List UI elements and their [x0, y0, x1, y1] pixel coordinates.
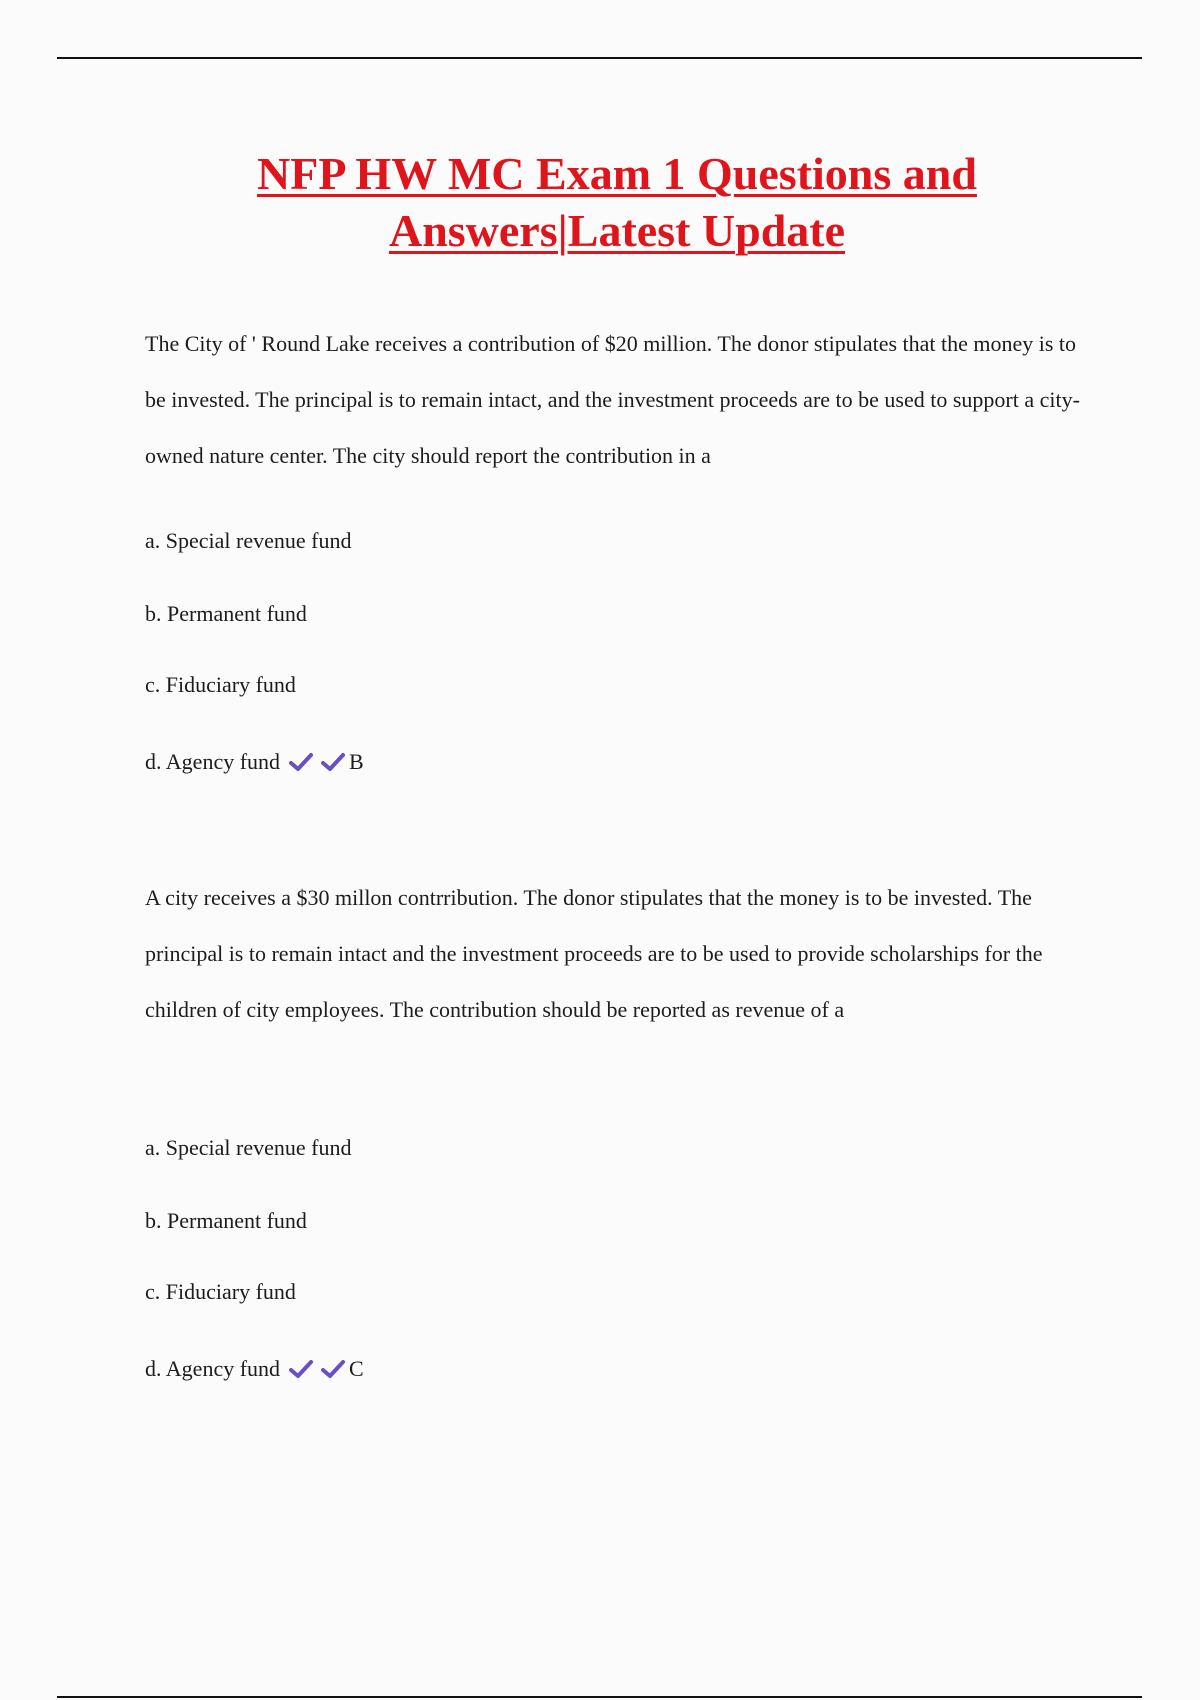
option-b — [145, 1207, 307, 1235]
option-d — [145, 748, 364, 776]
option-a — [145, 527, 351, 555]
top-rule — [57, 57, 1142, 59]
option-label: a. Special revenue fund — [145, 528, 352, 553]
check-icon — [320, 1358, 346, 1380]
check-icon — [320, 751, 346, 773]
option-b — [145, 600, 307, 628]
option-label: c. Fiduciary fund — [145, 1279, 296, 1304]
question-stem: The City of ' Round Lake receives a contribution of $20 million. The donor stipulates that the money is to be invested. The principal is to remain intact, and the investment proceeds are to be used to support a city-owned nature center. The city should report the contribution in a — [145, 331, 1080, 468]
title-line-1: NFP HW MC Exam 1 Questions and — [257, 148, 977, 199]
check-icon — [288, 1358, 314, 1380]
option-c — [145, 1278, 296, 1306]
option-label: c. Fiduciary fund — [145, 672, 296, 697]
option-label: b. Permanent fund — [145, 601, 307, 626]
option-c — [145, 671, 296, 699]
option-label: a. Special revenue fund — [145, 1135, 352, 1160]
option-label: d. Agency fund — [145, 1356, 281, 1381]
option-a — [145, 1134, 351, 1162]
check-icon — [288, 751, 314, 773]
option-d — [145, 1355, 364, 1383]
question-2 — [145, 884, 1085, 1038]
document-title — [0, 145, 1200, 259]
question-stem: A city receives a $30 millon contrribution. The donor stipulates that the money is to be invested. The principal is to remain intact and the investment proceeds are to be used to provide scholarships for the children of city employees. The contribution should be reported as revenue of a — [145, 885, 1043, 1022]
answer-letter: B — [349, 749, 364, 774]
question-1 — [145, 330, 1085, 484]
option-label: b. Permanent fund — [145, 1208, 307, 1233]
title-line-2: Answers|Latest Update — [388, 205, 846, 256]
bottom-rule — [57, 1696, 1142, 1698]
answer-letter: C — [349, 1356, 364, 1381]
option-label: d. Agency fund — [145, 749, 281, 774]
